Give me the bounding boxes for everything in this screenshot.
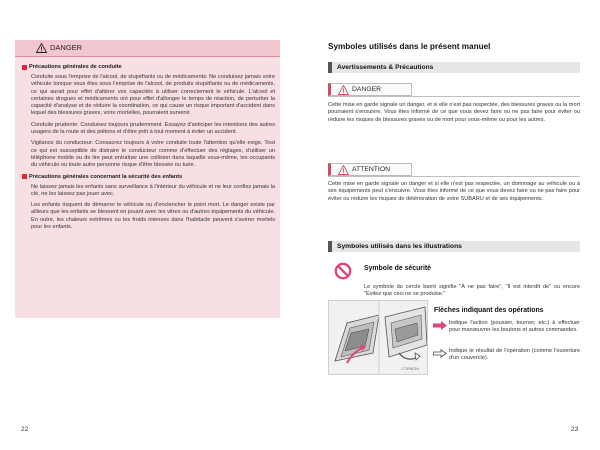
danger-box [15, 40, 280, 318]
paragraph: Conduite prudente: Conduisez toujours prudemment. Essayez d'anticiper les intentions des autres usagers de la route et des piétons et d'être prêt à tout moment à éviter un accident. [31, 121, 275, 136]
section-title [22, 63, 275, 71]
action-arrow-icon [433, 321, 447, 330]
illustration-code: CTIP0671H [401, 367, 419, 371]
danger-header [15, 40, 280, 57]
illustration-image [328, 300, 428, 375]
page-title: Symboles utilisés dans le présent manuel [328, 42, 491, 51]
attention-notice-label: ATTENTION [352, 166, 391, 173]
prohibited-icon [334, 262, 352, 280]
action-arrow-row [433, 320, 580, 335]
danger-notice-header [328, 83, 412, 96]
section-bar-label: Symboles utilisés dans les illustrations [337, 243, 462, 250]
attention-notice-text: Cette mise en garde signale un danger et si elle n'est pas respectée, un dommage au véhicule ou à ses équipements peut s'ensuivre. Vous êtes informé de ce que vous devez faire ou ne pas faire pour éviter ou réduire les risques de détérioration de votre SUBARU et de ses équipements. [328, 181, 580, 202]
warning-triangle-icon [338, 165, 349, 175]
warning-triangle-icon [36, 43, 47, 53]
paragraph: Les enfants risquent de démarrer le véhicule ou d'enclencher le point mort. Le danger existe par ailleurs que les enfants se blessent en jouant avec les vitres ou d'autres équipements du véhicule. En outre, les chaleurs extrêmes ou les froids intenses dans l'habitacle peuvent s'avérer mortels pour les enfants. [31, 202, 275, 231]
danger-body [15, 57, 280, 231]
bullet-square-icon [22, 65, 27, 70]
section-title-text: Précautions générales concernant la sécurité des enfants [29, 173, 183, 180]
divider [328, 96, 580, 97]
section-title-text: Précautions générales de conduite [29, 64, 122, 70]
bullet-square-icon [22, 174, 27, 179]
arrows-title: Flèches indiquant des opérations [434, 307, 544, 314]
page-number-right: 23 [571, 426, 579, 433]
divider [328, 176, 580, 177]
section-bar-illustrations [328, 241, 580, 252]
result-arrow-row [433, 348, 580, 363]
action-arrow-text: Indique l'action (pousser, tourner, etc.) à effectuer pour manœuvrer les boutons et autres commandes. [449, 320, 580, 334]
result-arrow-icon [433, 349, 447, 358]
left-page [15, 40, 280, 318]
safety-symbol-title: Symbole de sécurité [364, 265, 432, 272]
safety-symbol-text: Le symbole du cercle barré signifie "À ne pas faire", "Il est interdit de" ou encore "Évitez que ceci ne se produise." [364, 284, 580, 298]
attention-notice-header [328, 163, 412, 176]
section-bar-warnings [328, 62, 580, 73]
danger-notice-label: DANGER [352, 86, 382, 93]
paragraph: Conduite sous l'emprise de l'alcool, de stupéfiants ou de médicaments: Ne conduisez jamais votre véhicule lorsque vous êtes sous l'emprise de l'alcool, de produits stupéfiants ou de médicaments, ce qui aurait pour effet d'altérer vos capacités à utiliser correctement le véhicule. L'alcool et certaines drogues et médicaments ont pour effet d'allonger le temps de réaction, de perturber la capacité d'analyse et de réduire la coordination, ce qui cause un risque important d'accident dans lequel des blessures graves, voire mortelles, pourraient survenir. [31, 74, 275, 117]
section-bar-label: Avertissements & Précautions [337, 64, 434, 71]
section-title [22, 173, 275, 181]
page-number-left: 22 [21, 426, 29, 433]
danger-notice-text: Cette mise en garde signale un danger, et si elle n'est pas respectée, des blessures graves ou la mort pourraient s'ensuivre. Vous êtes informé de ce que vous devez faire ou ne pas faire pour éviter ou réduire les risques de blessures graves ou de mort pour vous-même ou pour les autres. [328, 102, 580, 123]
paragraph: Vigilance du conducteur: Consacrez toujours à votre conduite toute l'attention qu'elle exige. Tout ce qui est susceptible de distraire le conducteur comme d'effectuer des réglages, d'utiliser un téléphone mobile ou de lire peut entraîner une collision dans laquelle vous-même, les occupants du véhicule ou toute autre personne risque d'être blessée ou tuée. [31, 140, 275, 169]
car-interior-illustration [329, 301, 428, 375]
paragraph: Ne laissez jamais les enfants sans surveillance à l'intérieur du véhicule et ne leur confiez jamais la clé, ne les laissez pas jouer avec. [31, 183, 275, 197]
danger-label: DANGER [50, 43, 83, 52]
warning-triangle-icon [338, 85, 349, 95]
result-arrow-text: Indique le résultat de l'opération (comme l'ouverture d'un couvercle). [449, 348, 580, 362]
